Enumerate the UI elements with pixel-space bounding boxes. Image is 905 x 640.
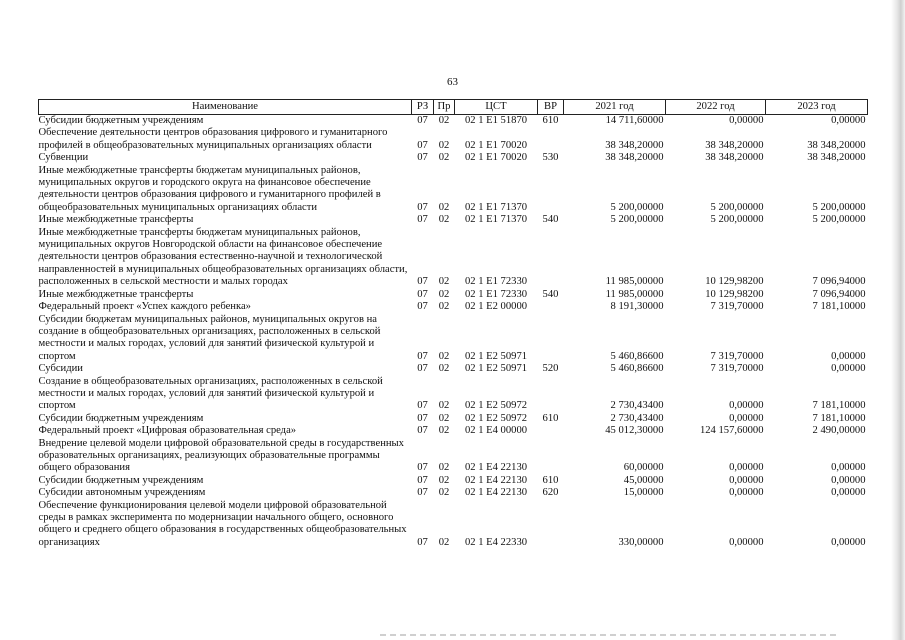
row-cst: 02 1 E4 00000 xyxy=(464,425,528,437)
row-2023: 38 348,20000 xyxy=(807,152,866,164)
row-cst: 02 1 E1 71370 xyxy=(464,201,528,213)
table-body xyxy=(39,115,868,550)
row-cst: 02 1 E4 22130 xyxy=(464,462,528,474)
row-2023: 7 096,94000 xyxy=(812,288,866,300)
row-vr: 610 xyxy=(542,474,559,486)
column-header-pr: Пр xyxy=(434,100,455,115)
table-row xyxy=(39,413,868,425)
table-row xyxy=(39,500,868,550)
row-vr: 530 xyxy=(542,152,559,164)
row-cst: 02 1 E2 50972 xyxy=(464,400,528,412)
row-cst: 02 1 E1 51870 xyxy=(464,115,528,126)
table-row xyxy=(39,165,868,215)
page-edge-shadow xyxy=(891,0,905,640)
row-2022: 10 129,98200 xyxy=(705,276,764,288)
column-header-name: Наименование xyxy=(39,100,412,115)
column-header-vr: ВР xyxy=(538,100,564,115)
row-name: Обеспечение деятельности центров образования цифрового и гуманитарного профилей в общеобразовательных муниципальных организациях области xyxy=(38,127,388,151)
row-pr: 02 xyxy=(438,400,450,412)
table-row xyxy=(39,376,868,413)
row-cst: 02 1 E2 50972 xyxy=(464,412,528,424)
row-rz: 07 xyxy=(417,412,428,424)
row-2021: 5 200,00000 xyxy=(610,214,664,226)
row-2022: 5 200,00000 xyxy=(710,201,764,213)
row-2021: 5 460,86600 xyxy=(610,363,664,375)
row-2021: 11 985,00000 xyxy=(605,276,664,288)
row-2022: 0,00000 xyxy=(729,536,764,548)
row-pr: 02 xyxy=(438,201,450,213)
row-rz: 07 xyxy=(417,288,428,300)
row-rz: 07 xyxy=(417,400,428,412)
row-name: Иные межбюджетные трансферты бюджетам муниципальных районов, муниципальных округов Новгородской области на финансовое обеспечение деятельности центров образования естественно-научной и технологической направленностей в муниципальных общеобразовательных организациях области, расположенных в сельской местности и малых городах xyxy=(38,226,408,288)
row-pr: 02 xyxy=(438,536,450,548)
row-vr xyxy=(538,127,564,152)
page-bottom-artifact xyxy=(380,634,840,636)
row-vr xyxy=(538,376,564,413)
row-pr: 02 xyxy=(438,276,450,288)
row-2022: 0,00000 xyxy=(729,487,764,499)
row-pr: 02 xyxy=(438,412,450,424)
row-name: Федеральный проект «Успех каждого ребенка» xyxy=(38,301,251,313)
row-pr: 02 xyxy=(438,139,450,151)
row-2022: 38 348,20000 xyxy=(705,152,764,164)
table-row xyxy=(39,487,868,499)
row-cst: 02 1 E2 50971 xyxy=(464,350,528,362)
table-row xyxy=(39,314,868,364)
row-vr xyxy=(538,438,564,475)
row-vr xyxy=(538,314,564,364)
table-row xyxy=(39,289,868,301)
column-header-2021: 2021 год xyxy=(564,100,666,115)
row-2021: 15,00000 xyxy=(623,487,664,499)
row-2023: 7 181,10000 xyxy=(812,400,866,412)
row-2023: 7 096,94000 xyxy=(812,276,866,288)
row-pr: 02 xyxy=(438,152,450,164)
page-number: 63 xyxy=(447,76,458,88)
row-2021: 2 730,43400 xyxy=(610,412,664,424)
row-2022: 0,00000 xyxy=(729,400,764,412)
row-name: Иные межбюджетные трансферты xyxy=(38,288,194,300)
row-rz: 07 xyxy=(417,474,428,486)
row-2022: 7 319,70000 xyxy=(710,350,764,362)
row-name: Иные межбюджетные трансферты бюджетам муниципальных районов, муниципальных округов и городского округа на финансовое обеспечение деятельности центров образования цифрового и гуманитарного профилей в общеобразовательных муниципальных организациях области xyxy=(38,164,381,213)
row-2021: 14 711,60000 xyxy=(605,115,664,126)
row-2021: 330,00000 xyxy=(618,536,664,548)
row-cst: 02 1 E1 72330 xyxy=(464,288,528,300)
row-2023: 38 348,20000 xyxy=(807,139,866,151)
row-2021: 60,00000 xyxy=(623,462,664,474)
row-2021: 8 191,30000 xyxy=(610,301,664,313)
row-2022: 124 157,60000 xyxy=(699,425,764,437)
row-pr: 02 xyxy=(438,363,450,375)
table-header-row xyxy=(39,100,868,115)
column-header-2022: 2022 год xyxy=(666,100,766,115)
budget-table xyxy=(38,99,868,549)
row-pr: 02 xyxy=(438,214,450,226)
row-2021: 11 985,00000 xyxy=(605,288,664,300)
row-pr: 02 xyxy=(438,301,450,313)
row-2021: 38 348,20000 xyxy=(605,152,664,164)
row-rz: 07 xyxy=(417,350,428,362)
row-2022: 0,00000 xyxy=(729,115,764,126)
row-2022: 10 129,98200 xyxy=(705,288,764,300)
row-rz: 07 xyxy=(417,214,428,226)
row-2021: 5 200,00000 xyxy=(610,201,664,213)
row-2022: 0,00000 xyxy=(729,462,764,474)
row-name: Создание в общеобразовательных организациях, расположенных в сельской местности и малых городах, условий для занятий физической культурой и спортом xyxy=(38,375,383,412)
row-rz: 07 xyxy=(417,363,428,375)
row-rz: 07 xyxy=(417,139,428,151)
table-row xyxy=(39,301,868,313)
table-row xyxy=(39,152,868,164)
row-pr: 02 xyxy=(438,350,450,362)
row-rz: 07 xyxy=(417,462,428,474)
row-cst: 02 1 E2 00000 xyxy=(464,301,528,313)
row-rz: 07 xyxy=(417,115,428,126)
row-cst: 02 1 E1 71370 xyxy=(464,214,528,226)
row-pr: 02 xyxy=(438,288,450,300)
row-vr: 610 xyxy=(542,115,559,126)
row-vr: 620 xyxy=(542,487,559,499)
column-header-2023: 2023 год xyxy=(766,100,868,115)
row-2021: 2 730,43400 xyxy=(610,400,664,412)
row-rz: 07 xyxy=(417,152,428,164)
row-rz: 07 xyxy=(417,536,428,548)
row-2023: 7 181,10000 xyxy=(812,301,866,313)
table-row xyxy=(39,425,868,437)
row-name: Субсидии xyxy=(38,363,83,375)
row-2022: 0,00000 xyxy=(729,474,764,486)
row-vr xyxy=(538,227,564,289)
row-rz: 07 xyxy=(417,301,428,313)
table-row xyxy=(39,363,868,375)
table-row xyxy=(39,127,868,152)
row-name: Субсидии бюджетным учреждениям xyxy=(38,115,204,126)
row-2023: 0,00000 xyxy=(831,350,866,362)
row-2022: 0,00000 xyxy=(729,412,764,424)
row-2023: 2 490,00000 xyxy=(812,425,866,437)
row-2022: 7 319,70000 xyxy=(710,301,764,313)
row-rz: 07 xyxy=(417,201,428,213)
row-rz: 07 xyxy=(417,276,428,288)
row-name: Субсидии бюджетным учреждениям xyxy=(38,412,204,424)
row-cst: 02 1 E4 22330 xyxy=(464,536,528,548)
table-row xyxy=(39,227,868,289)
row-cst: 02 1 E4 22130 xyxy=(464,474,528,486)
row-name: Федеральный проект «Цифровая образовательная среда» xyxy=(38,425,297,437)
row-vr xyxy=(538,425,564,437)
row-2022: 7 319,70000 xyxy=(710,363,764,375)
row-2022: 38 348,20000 xyxy=(705,139,764,151)
column-header-cst: ЦСТ xyxy=(455,100,538,115)
row-cst: 02 1 E1 72330 xyxy=(464,276,528,288)
table-row xyxy=(39,214,868,226)
row-vr xyxy=(538,301,564,313)
table-row xyxy=(39,475,868,487)
row-name: Субсидии автономным учреждениям xyxy=(38,487,206,499)
row-pr: 02 xyxy=(438,487,450,499)
row-2023: 0,00000 xyxy=(831,363,866,375)
row-2023: 0,00000 xyxy=(831,474,866,486)
row-vr: 540 xyxy=(542,214,559,226)
row-2021: 38 348,20000 xyxy=(605,139,664,151)
row-name: Обеспечение функционирования целевой модели цифровой образовательной среды в рамках эксперимента по модернизации начального общего, основного общего и среднего общего образования в государственных общеобразовательных организациях xyxy=(38,499,407,548)
row-2022: 5 200,00000 xyxy=(710,214,764,226)
row-2023: 0,00000 xyxy=(831,462,866,474)
row-pr: 02 xyxy=(438,115,450,126)
row-vr: 610 xyxy=(542,412,559,424)
row-pr: 02 xyxy=(438,474,450,486)
row-name: Внедрение целевой модели цифровой образовательной среды в государственных образовательных организациях, реализующих образовательные программы общего образования xyxy=(38,437,404,474)
row-2023: 5 200,00000 xyxy=(812,201,866,213)
row-pr: 02 xyxy=(438,425,450,437)
row-vr xyxy=(538,500,564,550)
row-2023: 0,00000 xyxy=(831,115,866,126)
row-cst: 02 1 E1 70020 xyxy=(464,139,528,151)
row-name: Иные межбюджетные трансферты xyxy=(38,214,194,226)
table-row xyxy=(39,438,868,475)
row-cst: 02 1 E1 70020 xyxy=(464,152,528,164)
row-rz: 07 xyxy=(417,487,428,499)
row-2023: 0,00000 xyxy=(831,487,866,499)
row-vr: 540 xyxy=(542,288,559,300)
row-name: Субсидии бюджетам муниципальных районов, муниципальных округов на создание в общеобразовательных организациях, расположенных в сельской местности и малых городах, условий для занятий физической культурой и спортом xyxy=(38,313,381,362)
row-2023: 7 181,10000 xyxy=(812,412,866,424)
row-vr: 520 xyxy=(542,363,559,375)
row-name: Субсидии бюджетным учреждениям xyxy=(38,474,204,486)
column-header-rz: РЗ xyxy=(412,100,434,115)
row-pr: 02 xyxy=(438,462,450,474)
table-row xyxy=(39,115,868,128)
row-cst: 02 1 E4 22130 xyxy=(464,487,528,499)
row-rz: 07 xyxy=(417,425,428,437)
row-2023: 0,00000 xyxy=(831,536,866,548)
row-2023: 5 200,00000 xyxy=(812,214,866,226)
row-2021: 5 460,86600 xyxy=(610,350,664,362)
row-vr xyxy=(538,165,564,215)
row-2021: 45 012,30000 xyxy=(605,425,664,437)
row-2021: 45,00000 xyxy=(623,474,664,486)
row-cst: 02 1 E2 50971 xyxy=(464,363,528,375)
row-name: Субвенции xyxy=(38,152,89,164)
